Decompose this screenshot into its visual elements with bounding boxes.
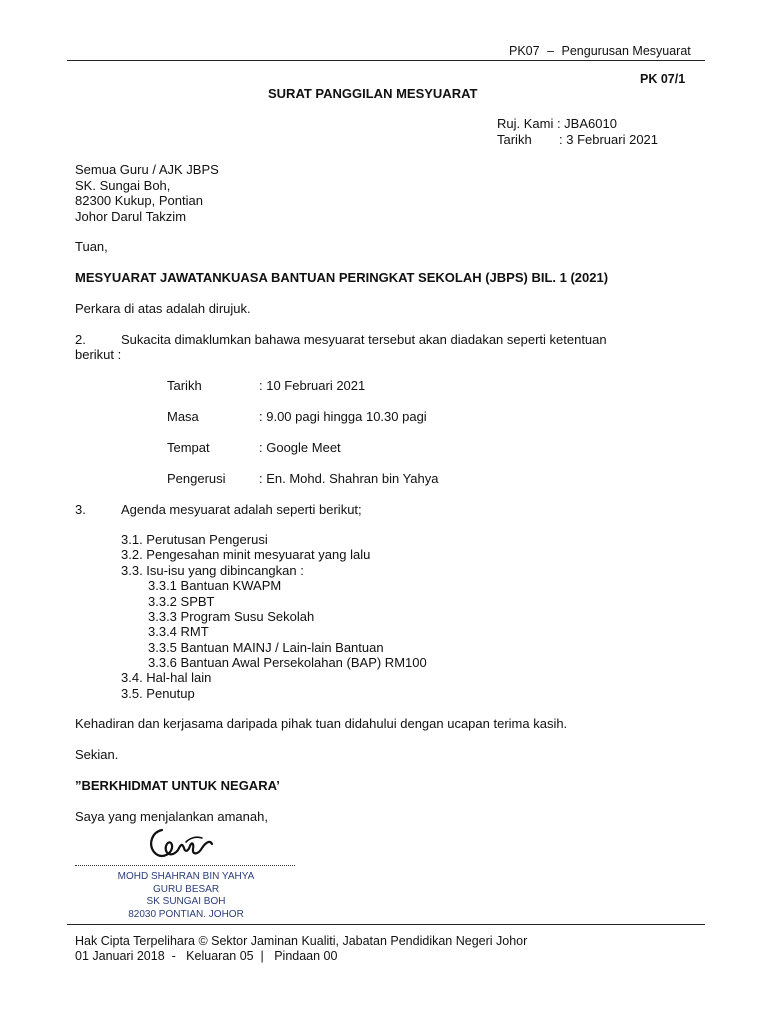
detail-label: Tarikh <box>167 378 202 393</box>
recipient-line-4: Johor Darul Takzim <box>75 209 187 224</box>
reference-tarikh-value: : 3 Februari 2021 <box>559 132 659 147</box>
signatory-name: MOHD SHAHRAN BIN YAHYA <box>117 871 255 882</box>
footer-version: 01 Januari 2018 - Keluaran 05 | Pindaan 00 <box>75 949 338 963</box>
subject-line: MESYUARAT JAWATANKUASA BANTUAN PERINGKAT SEKOLAH (JBPS) BIL. 1 (2021) <box>75 270 609 285</box>
signatory-school: SK SUNGAI BOH <box>146 896 226 907</box>
detail-row <box>167 471 438 486</box>
detail-row <box>167 409 427 424</box>
signatory-address: 82030 PONTIAN. JOHOR <box>128 909 244 920</box>
header-dash: – <box>547 44 555 58</box>
paragraph-2-text-cont: berikut : <box>75 347 122 362</box>
letter-title: SURAT PANGGILAN MESYUARAT <box>268 86 478 101</box>
sub-agenda-item: 3.3.6 Bantuan Awal Persekolahan (BAP) RM100 <box>148 655 427 670</box>
detail-label: Tempat <box>167 440 210 455</box>
paragraph-1: Perkara di atas adalah dirujuk. <box>75 301 251 316</box>
signatory-position: GURU BESAR <box>152 884 220 895</box>
sub-agenda-item: 3.3.3 Program Susu Sekolah <box>148 609 315 624</box>
reference-tarikh <box>497 132 658 147</box>
sub-agenda-item: 3.3.1 Bantuan KWAPM <box>148 578 282 593</box>
closing-paragraph: Kehadiran dan kerjasama daripada pihak tuan didahului dengan ucapan terima kasih. <box>75 716 568 731</box>
agenda-item: 3.5. Penutup <box>121 686 195 701</box>
recipient-line-2: SK. Sungai Boh, <box>75 178 171 193</box>
footer-rule <box>67 924 705 925</box>
detail-value: : 10 Februari 2021 <box>259 378 366 393</box>
detail-value: : 9.00 pagi hingga 10.30 pagi <box>259 409 427 424</box>
signature-dotted-line <box>75 865 295 866</box>
paragraph-2-number: 2. <box>75 332 86 347</box>
sub-agenda-item: 3.3.4 RMT <box>148 624 209 639</box>
header-title: Pengurusan Mesyuarat <box>561 44 691 58</box>
detail-value: : Google Meet <box>259 440 341 455</box>
paragraph-3-number: 3. <box>75 502 86 517</box>
salutation: Tuan, <box>75 239 108 254</box>
reference-tarikh-label: Tarikh <box>497 132 532 147</box>
reference-ruj: Ruj. Kami : JBA6010 <box>497 116 617 131</box>
agenda-item: 3.2. Pengesahan minit mesyuarat yang lalu <box>121 547 371 562</box>
signature-image <box>146 822 218 866</box>
header-code: PK07 <box>509 44 540 58</box>
detail-label: Pengerusi <box>167 471 226 486</box>
recipient-line-1: Semua Guru / AJK JBPS <box>75 162 219 177</box>
detail-label: Masa <box>167 409 199 424</box>
motto: ”BERKHIDMAT UNTUK NEGARA’ <box>75 778 280 793</box>
recipient-line-3: 82300 Kukup, Pontian <box>75 193 203 208</box>
paragraph-2-text: Sukacita dimaklumkan bahawa mesyuarat tersebut akan diadakan seperti ketentuan <box>121 332 607 347</box>
header-rule <box>67 60 705 61</box>
paragraph-3-text: Agenda mesyuarat adalah seperti berikut; <box>121 502 362 517</box>
detail-row <box>167 378 365 393</box>
detail-value: : En. Mohd. Shahran bin Yahya <box>259 471 439 486</box>
agenda-item: 3.3. Isu-isu yang dibincangkan : <box>121 563 304 578</box>
sekian: Sekian. <box>75 747 119 762</box>
footer-copyright: Hak Cipta Terpelihara © Sektor Jaminan Kualiti, Jabatan Pendidikan Negeri Johor <box>75 934 528 948</box>
amanah-line: Saya yang menjalankan amanah, <box>75 809 268 824</box>
detail-row <box>167 440 341 455</box>
sub-agenda-item: 3.3.5 Bantuan MAINJ / Lain-lain Bantuan <box>148 640 384 655</box>
form-code: PK 07/1 <box>640 72 686 86</box>
sub-agenda-item: 3.3.2 SPBT <box>148 594 215 609</box>
header-doc-ref <box>509 44 691 59</box>
agenda-item: 3.1. Perutusan Pengerusi <box>121 532 268 547</box>
agenda-item: 3.4. Hal-hal lain <box>121 670 212 685</box>
